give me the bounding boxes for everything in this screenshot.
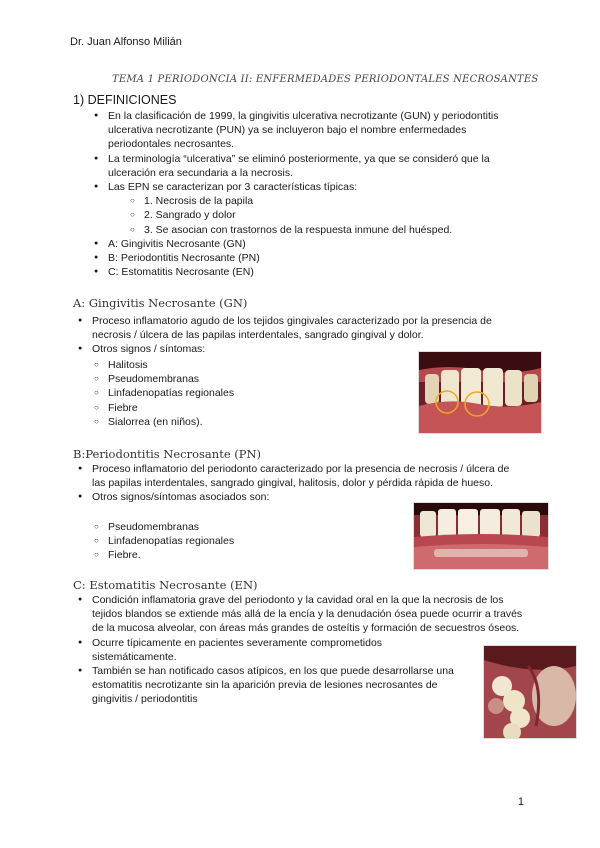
list-item: ○ Pseudomembranas [108,372,368,386]
list-item: ● C: Estomatitis Necrosante (EN) [108,265,528,279]
list-item: ● Las EPN se caracterizan por 3 características típicas: [108,180,528,194]
page-number: 1 [517,796,524,808]
document-author: Dr. Juan Alfonso Milián [70,36,182,48]
list-item: ● B: Periodontitis Necrosante (PN) [108,251,528,265]
list-item: ● Otros signos/síntomas asociados son: [92,490,392,504]
list-item: ● A: Gingivitis Necrosante (GN) [108,237,528,251]
list-item: ○ Halitosis [108,358,368,372]
pn-clinical-photo [413,502,549,570]
section-title-gn: A: Gingivitis Necrosante (GN) [73,296,248,310]
list-item: ○ Linfadenopatías regionales [108,534,368,548]
pn-list [92,462,517,505]
pn-signs-list [108,520,368,563]
gn-signs-list [108,358,368,429]
list-item: ● También se han notificado casos atípicos, en los que puede desarrollarse una estomatitis necrotizante sin la aparición previa de lesiones necrosantes de gingivitis / periodontitis [92,664,477,707]
list-item: ○ 3. Se asocian con trastornos de la respuesta inmune del huésped. [144,223,528,237]
en-list [92,593,532,707]
list-item: ● Proceso inflamatorio del periodonto caracterizado por la presencia de necrosis / úlcera de las papilas interdentales, sangrado gingival, halitosis, dolor y pérdida rápida de hueso. [92,462,517,490]
topic-title: TEMA 1 PERIODONCIA II: ENFERMEDADES PERIODONTALES NECROSANTES [112,74,539,85]
list-item: ○ Linfadenopatías regionales [108,386,368,400]
list-item: ● Condición inflamatoria grave del periodonto y la cavidad oral en la que la necrosis de los tejidos blandos se extiende más allá de la encía y la denudación ósea puede ocurrir a través de la mucosa alveolar, con áreas más grandes de osteítis y formación de secuestros óseos. [92,593,532,636]
list-item: ● La terminología “ulcerativa” se eliminó posteriormente, ya que se consideró que la ulceración era secundaria a la necrosis. [108,152,528,180]
list-item: ● En la clasificación de 1999, la gingivitis ulcerativa necrotizante (GUN) y periodontitis ulcerativa necrotizante (PUN) ya se incluyeron bajo el nombre enfermedades periodontales necrosantes. [108,109,528,152]
list-item: ○ 1. Necrosis de la papila [144,194,528,208]
list-item: ○ Sialorrea (en niños). [108,415,368,429]
list-item: ○ 2. Sangrado y dolor [144,208,528,222]
en-clinical-photo [483,645,577,739]
list-item: ● Otros signos / síntomas: [92,342,532,356]
gn-clinical-photo [418,351,542,434]
list-item: ● Proceso inflamatorio agudo de los tejidos gingivales caracterizado por la presencia de necrosis / úlcera de las papilas interdentales, sangrado gingival y dolor. [92,314,532,342]
list-item: ● Ocurre típicamente en pacientes severamente comprometidos sistemáticamente. [92,636,422,664]
list-item: ○ Fiebre. [108,548,368,562]
list-item: ○ Fiebre [108,401,368,415]
section-title-pn: B:Periodontitis Necrosante (PN) [73,447,262,461]
definiciones-list [108,109,528,279]
list-item: ○ Pseudomembranas [108,520,368,534]
section-heading-definiciones: 1) DEFINICIONES [73,93,177,107]
section-title-en: C: Estomatitis Necrosante (EN) [73,578,258,592]
